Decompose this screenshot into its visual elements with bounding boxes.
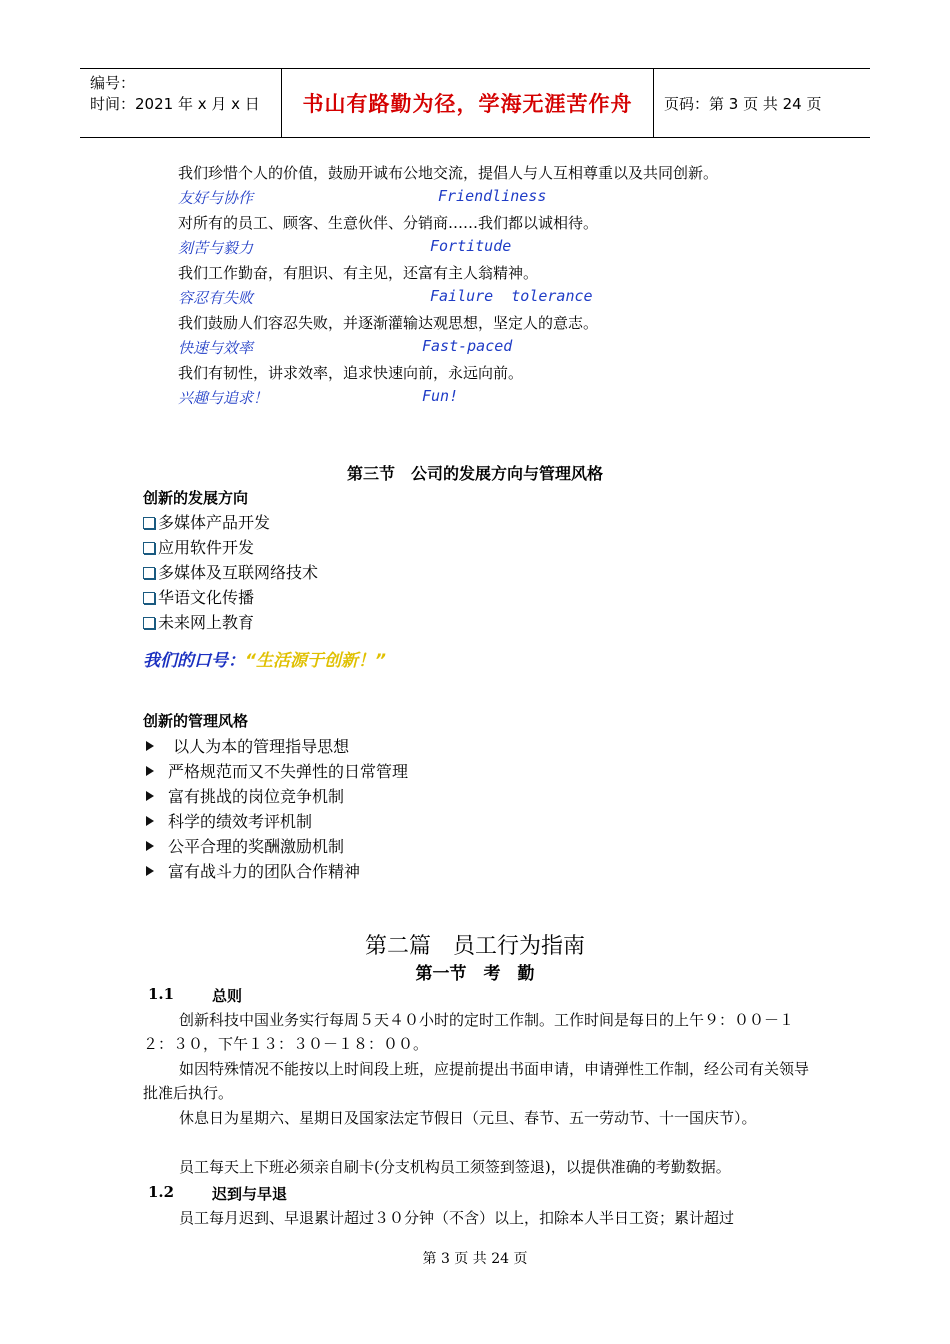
arrow-bullet-icon (146, 866, 154, 876)
header-meta (80, 69, 282, 137)
checkbox-bullet-icon (143, 617, 155, 629)
arrow-bullet-icon (146, 791, 154, 801)
value-desc: 对所有的员工、顾客、生意伙伴、分销商……我们都以诚相待。 (178, 214, 599, 232)
arrow-bullet-icon (146, 816, 154, 826)
value-cn: 刻苦与毅力 (178, 239, 254, 257)
header-motto: 书山有路勤为径，学海无涯苦作舟 (282, 69, 654, 137)
page-footer: 第 3 页 共 24 页 (422, 1251, 528, 1267)
list-item: 未来网上教育 (143, 610, 254, 633)
list-item: 多媒体及互联网络技术 (143, 560, 318, 583)
subsection-title: 总则 (212, 987, 243, 1005)
slogan-label: 我们的口号： (143, 651, 245, 671)
list-item: 严格规范而又不失弹性的日常管理 (146, 759, 408, 782)
slogan (143, 646, 386, 671)
section-subtitle: 第一节 考 勤 (415, 964, 535, 984)
value-desc: 我们工作勤奋，有胆识、有主见，还富有主人翁精神。 (178, 264, 539, 282)
arrow-bullet-icon (146, 741, 154, 751)
style-heading: 创新的管理风格 (143, 712, 249, 730)
value-desc: 我们有韧性，讲求效率，追求快速向前，永远向前。 (178, 364, 524, 382)
subsection-title: 迟到与早退 (212, 1185, 288, 1203)
arrow-bullet-icon (146, 766, 154, 776)
value-en: Fun! (422, 387, 459, 405)
paragraph: 休息日为星期六、星期日及国家法定节假日（元旦、春节、五一劳动节、十一国庆节）。 (179, 1109, 757, 1127)
list-item: 富有挑战的岗位竞争机制 (146, 784, 344, 807)
page-header (80, 68, 870, 138)
checkbox-bullet-icon (143, 542, 155, 554)
list-item: 科学的绩效考评机制 (146, 809, 312, 832)
value-en: Friendliness (438, 187, 547, 205)
subsection-number: 1.1 (148, 985, 175, 1003)
list-item: 应用软件开发 (143, 535, 254, 558)
checkbox-bullet-icon (143, 567, 155, 579)
list-item: 富有战斗力的团队合作精神 (146, 859, 360, 882)
time-label: 时间：2021 年 x 月 x 日 (90, 95, 260, 113)
direction-heading: 创新的发展方向 (143, 489, 249, 507)
value-en: Fast-paced (422, 337, 513, 355)
section-title: 第三节 公司的发展方向与管理风格 (346, 464, 603, 483)
value-en: Failure tolerance (430, 287, 593, 305)
checkbox-bullet-icon (143, 592, 155, 604)
values-intro: 我们珍惜个人的价值，鼓励开诚布公地交流，提倡人与人互相尊重以及共同创新。 (178, 164, 719, 182)
checkbox-bullet-icon (143, 517, 155, 529)
part-title: 第二篇 员工行为指南 (364, 934, 585, 959)
paragraph: 如因特殊情况不能按以上时间段上班，应提前提出书面申请，申请弹性工作制，经公司有关领导批准后执行。 (143, 1060, 810, 1102)
value-desc: 我们鼓励人们容忍失败，并逐渐灌输达观思想，坚定人的意志。 (178, 314, 599, 332)
value-en: Fortitude (430, 237, 512, 255)
header-page-label: 页码：第 3 页 共 24 页 (664, 94, 822, 113)
value-cn: 兴趣与追求！ (178, 389, 269, 407)
subsection-number: 1.2 (148, 1183, 175, 1201)
paragraph: 员工每天上下班必须亲自刷卡(分支机构员工须签到签退)，以提供准确的考勤数据。 (179, 1158, 731, 1176)
value-cn: 容忍有失败 (178, 289, 254, 307)
arrow-bullet-icon (146, 841, 154, 851)
paragraph: 员工每月迟到、早退累计超过３０分钟（不含）以上，扣除本人半日工资；累计超过 (179, 1209, 735, 1227)
list-item: 华语文化传播 (143, 585, 254, 608)
list-item: 多媒体产品开发 (143, 510, 270, 533)
list-item: 以人为本的管理指导思想 (146, 734, 349, 757)
list-item: 公平合理的奖酬激励机制 (146, 834, 344, 857)
value-cn: 快速与效率 (178, 339, 254, 357)
paragraph: 创新科技中国业务实行每周５天４０小时的定时工作制。工作时间是每日的上午９：００－１２：３０，下午１３：３０－１８：００。 (143, 1011, 795, 1053)
slogan-text: “生活源于创新！” (245, 651, 386, 671)
number-label: 编号： (90, 74, 136, 92)
value-cn: 友好与协作 (178, 189, 254, 207)
